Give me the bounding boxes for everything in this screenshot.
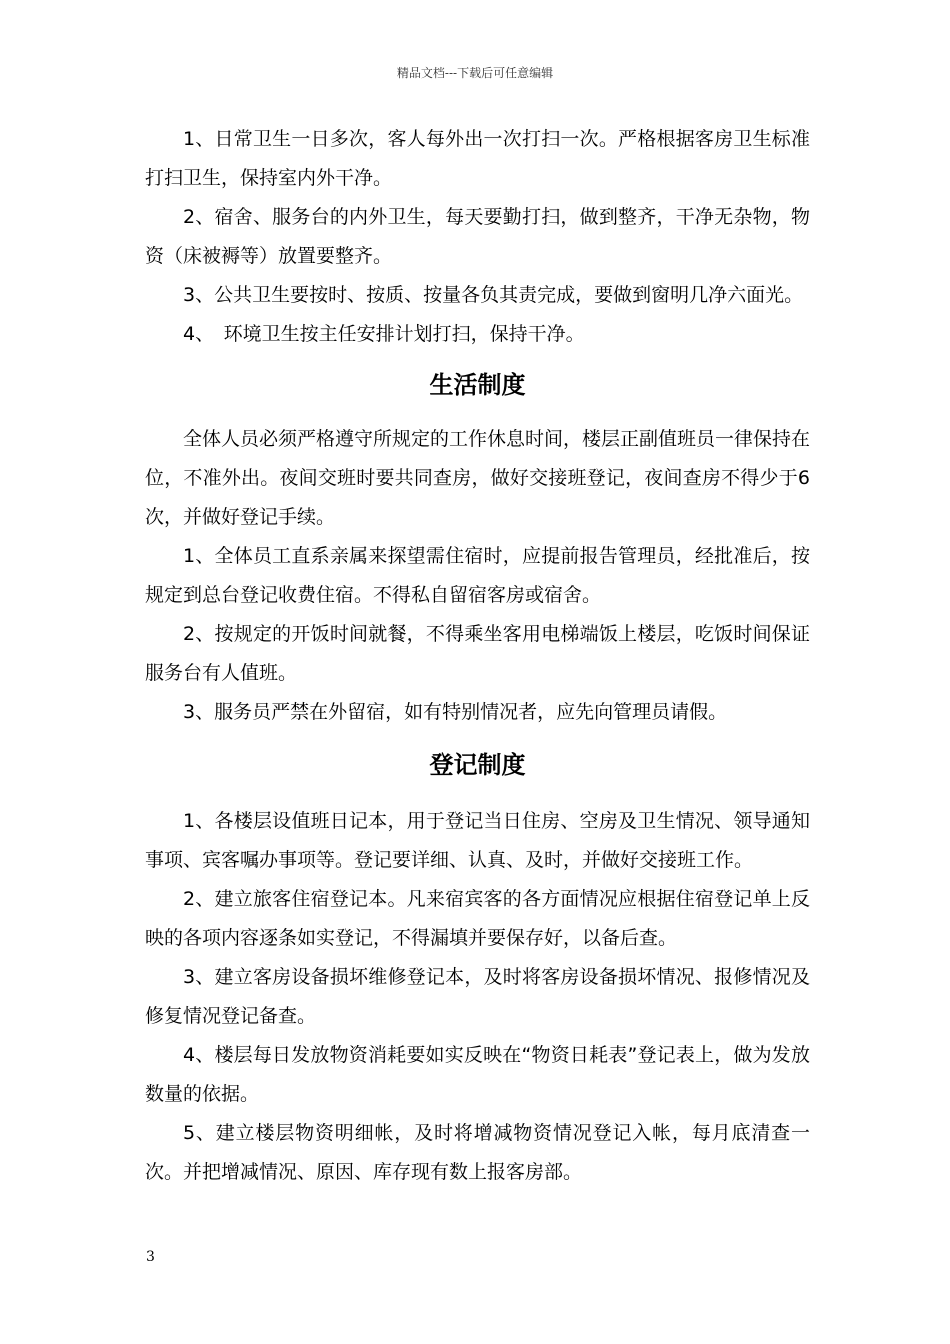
- document-body: [145, 120, 810, 1192]
- page-number: 3: [146, 1249, 155, 1265]
- registration-paragraph-3: 3、建立客房设备损坏维修登记本，及时将客房设备损坏情况、报修情况及修复情况登记备查。: [145, 966, 810, 1027]
- life-paragraph-3: 3、服务员严禁在外留宿，如有特别情况者，应先向管理员请假。: [183, 701, 728, 723]
- life-paragraph-2: 2、按规定的开饭时间就餐，不得乘坐客用电梯端饭上楼层，吃饭时间保证服务台有人值班。: [145, 623, 810, 684]
- life-paragraph-intro: 全体人员必须严格遵守所规定的工作休息时间，楼层正副值班员一律保持在位，不准外出。夜间交班时要共同查房，做好交接班登记，夜间查房不得少于6次，并做好登记手续。: [145, 428, 811, 528]
- hygiene-paragraph-2: 2、宿舍、服务台的内外卫生，每天要勤打扫，做到整齐，干净无杂物，物资（床被褥等）放置要整齐。: [145, 206, 810, 267]
- page-header: 精品文档---下载后可任意编辑: [396, 66, 554, 80]
- section-title-registration: 登记制度: [429, 751, 526, 779]
- hygiene-paragraph-1: 1、日常卫生一日多次，客人每外出一次打扫一次。严格根据客房卫生标准打扫卫生，保持室内外干净。: [145, 128, 810, 189]
- registration-paragraph-1: 1、各楼层设值班日记本，用于登记当日住房、空房及卫生情况、领导通知事项、宾客嘱办事项等。登记要详细、认真、及时，并做好交接班工作。: [145, 810, 810, 871]
- hygiene-paragraph-4: 4、 环境卫生按主任安排计划打扫，保持干净。: [183, 323, 585, 345]
- section-title-life: 生活制度: [429, 371, 526, 399]
- registration-paragraph-5: 5、建立楼层物资明细帐，及时将增减物资情况登记入帐，每月底清查一次。并把增减情况、原因、库存现有数上报客房部。: [145, 1122, 810, 1183]
- registration-paragraph-4: 4、楼层每日发放物资消耗要如实反映在“物资日耗表”登记表上，做为发放数量的依据。: [145, 1044, 810, 1105]
- life-paragraph-1: 1、全体员工直系亲属来探望需住宿时，应提前报告管理员，经批准后，按规定到总台登记收费住宿。不得私自留宿客房或宿舍。: [145, 545, 810, 606]
- registration-paragraph-2: 2、建立旅客住宿登记本。凡来宿宾客的各方面情况应根据住宿登记单上反映的各项内容逐条如实登记，不得漏填并要保存好，以备后查。: [145, 888, 810, 949]
- hygiene-paragraph-3: 3、公共卫生要按时、按质、按量各负其责完成，要做到窗明几净六面光。: [183, 284, 804, 306]
